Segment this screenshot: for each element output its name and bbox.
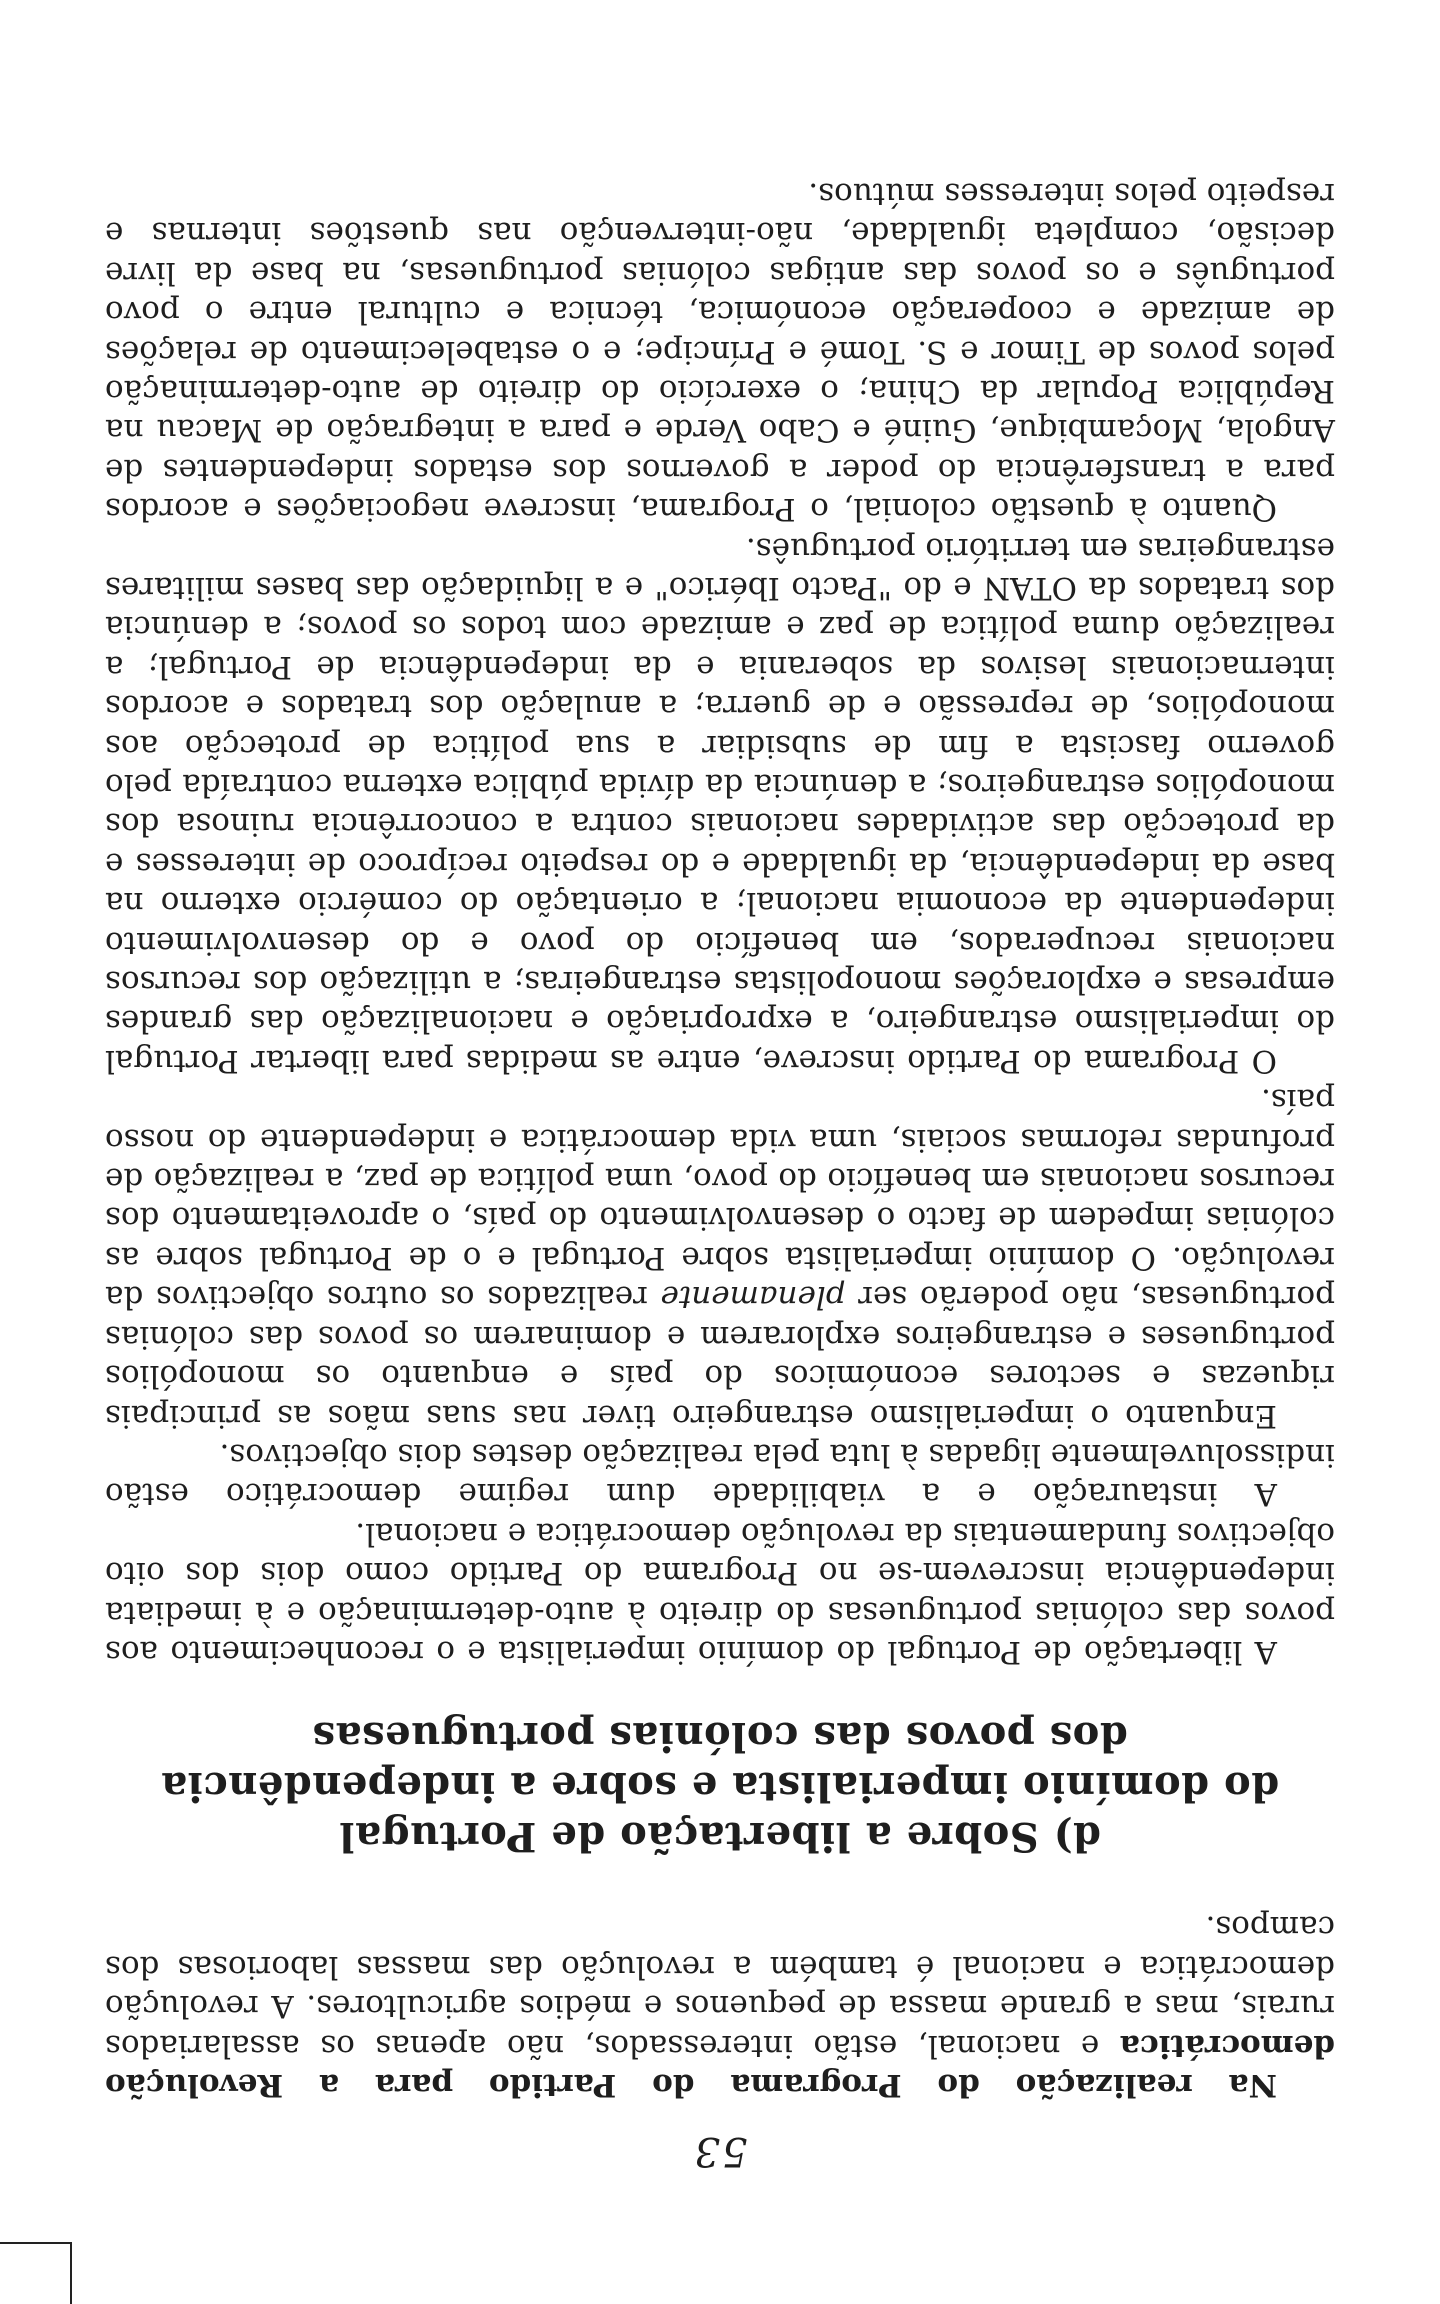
intro-bold-lead: Na realização do Programa do Partido para a Revolução democrática bbox=[105, 2027, 1335, 2103]
page-body bbox=[105, 174, 1335, 2104]
heading-line-2: do domínio imperialista e sobre a independência bbox=[160, 1762, 1280, 1810]
paragraph-3-a: Enquanto o imperialismo estrangeiro tiver nas suas mãos as principais riquezas e sectores económicos do país e enquanto os monopólios portugueses e estrangeiros explorarem e dominarem os povos das colónias portuguesas, não poderão ser bbox=[105, 1279, 1335, 1434]
paragraph-4: O Programa do Partido inscreve, entre as medidas para libertar Portugal do imperialismo estrangeiro, a expropriação e nacionalização das grandes empresas e explorações monopolistas estrangeiras; a utilização dos recursos nacionais recuperados, em benefício do povo e do desenvolvimento independente da economia nacional; a orientação do comércio externo na base da independência, da igualdade e do respeito recíproco de interesses e da protecção das actividades nacionais contra a concorrência ruinosa dos monopólios estrangeiros; a denúncia da dívida pública externa contraída pelo governo fascista a fim de subsidiar a sua política de protecção aos monopólios, de repressão e de guerra; a anulação dos tratados e acordos internacionais lesivos da soberania e da independência de Portugal; a realização duma política de paz e amizade com todos os povos; a denúncia dos tratados da OTAN e do "Pacto Ibérico" e a liquidação das bases militares estrangeiras em território português. bbox=[105, 530, 1335, 1079]
paragraph-5: Quanto à questão colonial, o Programa, inscreve negociações e acordos para a transferência do poder a governos dos estados independentes de Angola, Moçambique, Guiné e Cabo Verde e para a integração de Macau na República Popular da China; o exercício do direito de auto-determinação pelos povos de Timor e S. Tomé e Príncipe; e o estabelecimento de relações de amizade e cooperação económica, técnica e cultural entre o povo português e os povos das antigas colónias portuguesas, na base da livre decisão, completa igualdade, não-intervenção nas questões internas e respeito pelos interesses mútuos. bbox=[105, 175, 1335, 528]
heading-line-1: d) Sobre a libertação de Portugal bbox=[338, 1812, 1102, 1860]
paragraph-3 bbox=[105, 1080, 1335, 1435]
intro-rest: e nacional, estão interessados, não apenas os assalariados rurais, mas a grande massa de pequenos e médios agricultores. A revolução democrática e nacional é também a revolução das massas laboriosas dos campos. bbox=[105, 1909, 1335, 2064]
paragraph-3-emphasis: plenamente bbox=[660, 1279, 846, 1316]
section-heading bbox=[105, 1711, 1335, 1861]
paragraph-1: A libertação de Portugal do domínio imperialista e o reconhecimento aos povos das colónias portuguesas do direito à auto-determinação e à imediata independência inscrevem-se no Programa do Partido como dois dos oito objectivos fundamentais da revolução democrática e nacional. bbox=[105, 1515, 1335, 1670]
paragraph-2: A instauração e a viabilidade dum regime democrático estão indissoluvelmente ligadas à luta pela realização destes dois objectivos. bbox=[105, 1436, 1335, 1513]
heading-line-3: dos povos das colónias portuguesas bbox=[312, 1712, 1128, 1760]
paragraph-3-b: realizados os outros objectivos da revolução. O domínio imperialista sobre Portugal e o de Portugal sobre as colónias impedem de facto o desenvolvimento do país, o aproveitamento dos recursos nacionais em benefício do povo, uma política de paz, a realização de profundas reformas sociais, uma vida democrática e independente do nosso país. bbox=[105, 1082, 1335, 1316]
scan-corner-mark bbox=[0, 2242, 72, 2304]
paragraph-intro bbox=[105, 1907, 1335, 2104]
page-number: 53 bbox=[692, 2128, 748, 2174]
